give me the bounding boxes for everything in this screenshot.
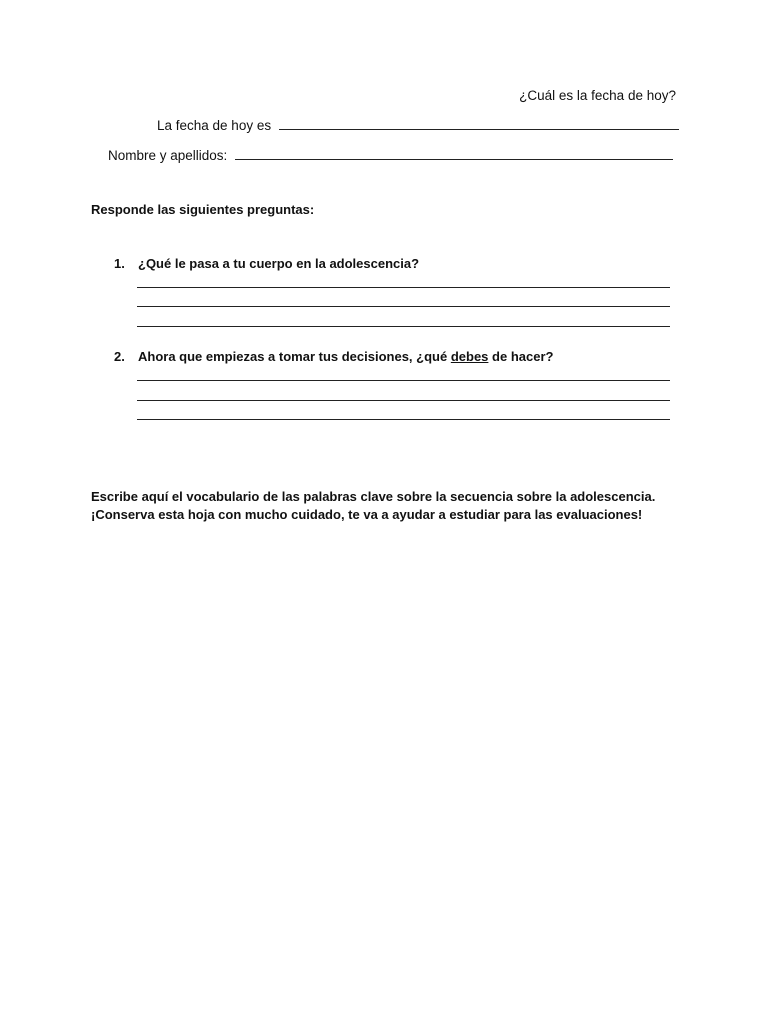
question-2 <box>114 349 553 364</box>
question-1 <box>114 256 419 271</box>
answer-line[interactable] <box>137 287 670 288</box>
conserve-note: ¡Conserva esta hoja con mucho cuidado, te va a ayudar a estudiar para las evaluaciones! <box>91 507 643 522</box>
question-number: 1. <box>114 256 125 271</box>
question-text-after: de hacer? <box>492 349 554 364</box>
date-question: ¿Cuál es la fecha de hoy? <box>519 88 676 103</box>
answer-line[interactable] <box>137 419 670 420</box>
answer-line[interactable] <box>137 400 670 401</box>
name-label: Nombre y apellidos: <box>108 148 228 163</box>
name-field-row <box>108 147 673 163</box>
question-text: ¿Qué le pasa a tu cuerpo en la adolescencia? <box>138 256 420 271</box>
answer-line[interactable] <box>137 326 670 327</box>
vocabulary-instruction: Escribe aquí el vocabulario de las palabras clave sobre la secuencia sobre la adolescencia. <box>91 489 656 504</box>
answer-line[interactable] <box>137 306 670 307</box>
question-underlined-word: debes <box>450 349 489 364</box>
answer-line[interactable] <box>137 380 670 381</box>
instructions-heading: Responde las siguientes preguntas: <box>91 202 315 217</box>
date-field[interactable] <box>279 117 679 130</box>
question-text-before: Ahora que empiezas a tomar tus decisiones, ¿qué <box>138 349 448 364</box>
question-number: 2. <box>114 349 125 364</box>
name-field[interactable] <box>235 147 673 160</box>
date-label: La fecha de hoy es <box>157 118 272 133</box>
date-field-row <box>157 117 679 133</box>
